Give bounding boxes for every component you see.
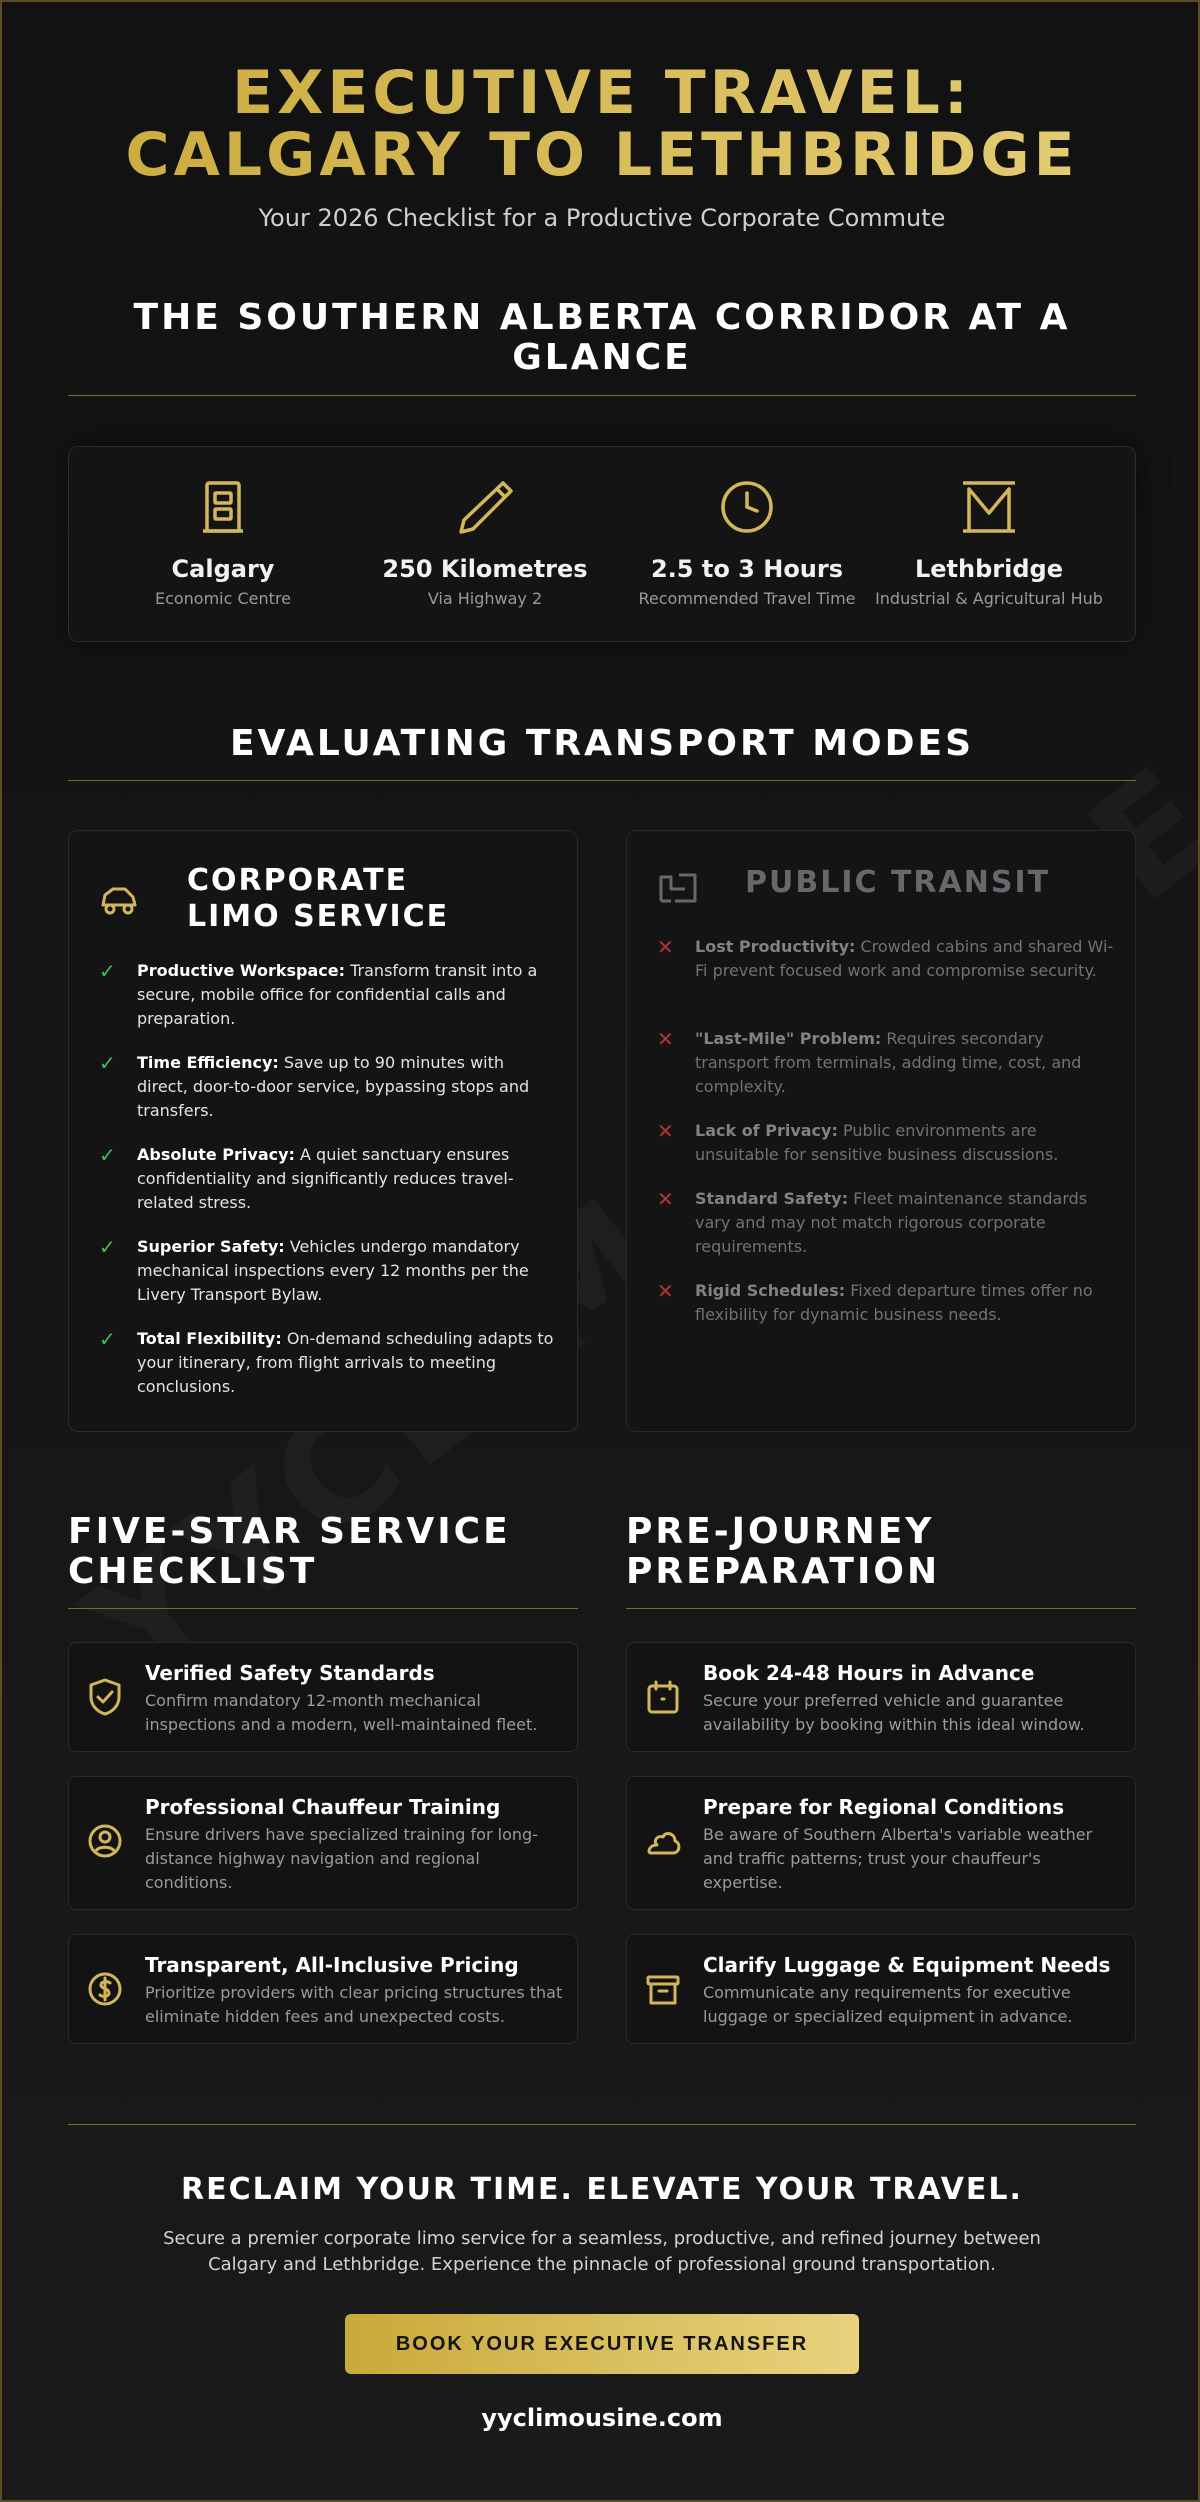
item-text: Fixed departure times offer no flexibility for dynamic business needs. <box>695 1281 1093 1324</box>
glance-title: THE SOUTHERN ALBERTA CORRIDOR AT A GLANCE <box>133 297 1071 378</box>
cross-icon: ✕ <box>657 1187 674 1211</box>
stat-label: Calgary <box>171 555 275 583</box>
item-text: A quiet sanctuary ensures confidentiality and significantly reduces travel-related stress. <box>137 1145 514 1212</box>
stat-label: Lethbridge <box>914 555 1063 583</box>
stat-desc: Economic Centre <box>154 589 292 608</box>
hero <box>2 58 1200 232</box>
archive-icon <box>645 1973 681 2007</box>
divider <box>626 1608 1136 1609</box>
item-text: Transform transit into a secure, mobile office for confidential calls and preparation. <box>137 961 538 1028</box>
divider <box>68 1608 578 1609</box>
check-icon: ✓ <box>99 1051 116 1075</box>
item-title: Superior Safety: <box>137 1237 285 1256</box>
checklist-item-desc: Prioritize providers with clear pricing structures that eliminate hidden fees and unexpected costs. <box>145 1983 563 2026</box>
page-title <box>2 58 1200 190</box>
item-title: "Last-Mile" Problem: <box>695 1029 882 1048</box>
prep-item-title: Clarify Luggage & Equipment Needs <box>703 1953 1111 1977</box>
stat-desc: Industrial & Agricultural Hub <box>875 589 1103 608</box>
prep-item-title: Prepare for Regional Conditions <box>703 1795 1065 1819</box>
stat-time <box>617 479 877 608</box>
page-subtitle: Your 2026 Checklist for a Productive Corporate Commute <box>258 204 946 232</box>
item-title: Lost Productivity: <box>695 937 856 956</box>
dollar-icon <box>87 1971 123 2007</box>
item-text: Public environments are unsuitable for sensitive business discussions. <box>695 1121 1059 1164</box>
item-title: Time Efficiency: <box>137 1053 279 1072</box>
prep-item-desc: Secure your preferred vehicle and guarantee availability by booking within this ideal window. <box>703 1691 1085 1734</box>
stat-lethbridge <box>859 479 1119 608</box>
stat-desc: Recommended Travel Time <box>638 589 856 608</box>
book-transfer-button[interactable]: BOOK YOUR EXECUTIVE TRANSFER <box>345 2314 859 2374</box>
site-link[interactable]: yyclimousine.com <box>481 2404 723 2432</box>
checklist-title-line-2: CHECKLIST <box>68 1551 318 1592</box>
item-text: Crowded cabins and shared Wi-Fi prevent focused work and compromise security. <box>695 937 1114 980</box>
user-circle-icon <box>87 1823 123 1859</box>
check-icon: ✓ <box>99 1143 116 1167</box>
prep-title-line-2: PREPARATION <box>626 1551 941 1592</box>
transit-card-title: PUBLIC TRANSIT <box>745 865 1051 900</box>
item-title: Total Flexibility: <box>137 1329 282 1348</box>
stat-calgary <box>93 479 353 608</box>
checklist-title-line-1: FIVE-STAR SERVICE <box>68 1511 511 1552</box>
item-title: Productive Workspace: <box>137 961 346 980</box>
prep-item-desc: Communicate any requirements for executive luggage or specialized equipment in advance. <box>703 1983 1073 2026</box>
checklist-item-title: Transparent, All-Inclusive Pricing <box>145 1953 519 1977</box>
prep-title-line-1: PRE-JOURNEY <box>626 1511 935 1552</box>
glance-panel <box>68 446 1136 642</box>
checklist-item-title: Verified Safety Standards <box>145 1661 435 1685</box>
item-text: Vehicles undergo mandatory mechanical inspections every 12 months per the Livery Transport Bylaw. <box>137 1237 529 1304</box>
item-text: Requires secondary transport from terminals, adding time, cost, and complexity. <box>695 1029 1082 1096</box>
item-title: Lack of Privacy: <box>695 1121 838 1140</box>
cross-icon: ✕ <box>657 935 674 959</box>
checklist-title <box>68 1512 511 1592</box>
stat-label: 2.5 to 3 Hours <box>650 555 844 583</box>
prep-item-conditions <box>626 1776 1136 1910</box>
limo-card <box>68 830 578 1432</box>
checklist-item-desc: Ensure drivers have specialized training for long-distance highway navigation and regional conditions. <box>145 1825 538 1892</box>
checklist-item-chauffeur <box>68 1776 578 1910</box>
item-title: Standard Safety: <box>695 1189 849 1208</box>
transit-card <box>626 830 1136 1432</box>
factory-icon <box>959 479 1019 535</box>
cross-icon: ✕ <box>657 1119 674 1143</box>
divider <box>68 780 1136 781</box>
check-icon: ✓ <box>99 1327 116 1351</box>
prep-item-title: Book 24-48 Hours in Advance <box>703 1661 1035 1685</box>
cross-icon: ✕ <box>657 1279 674 1303</box>
cta-text: Secure a premier corporate limo service for a seamless, productive, and refined journey between Calgary and Lethbridge. Experience the pinnacle of professional ground transportation. <box>163 2228 1041 2275</box>
check-icon: ✓ <box>99 959 116 983</box>
item-text: Save up to 90 minutes with direct, door-to-door service, bypassing stops and transfers. <box>137 1053 530 1120</box>
car-icon <box>99 883 139 917</box>
modes-title: EVALUATING TRANSPORT MODES <box>229 723 975 764</box>
prep-item-booking <box>626 1642 1136 1752</box>
cross-icon: ✕ <box>657 1027 674 1051</box>
check-icon: ✓ <box>99 1235 116 1259</box>
checklist-item-desc: Confirm mandatory 12-month mechanical inspections and a modern, well-maintained fleet. <box>145 1691 538 1734</box>
item-title: Rigid Schedules: <box>695 1281 846 1300</box>
pencil-icon <box>455 479 515 535</box>
checklist-item-pricing <box>68 1934 578 2044</box>
clock-icon <box>719 479 775 535</box>
item-text: On-demand scheduling adapts to your itinerary, from flight arrivals to meeting conclusions. <box>137 1329 554 1396</box>
checklist-item-title: Professional Chauffeur Training <box>145 1795 501 1819</box>
cloud-icon <box>645 1825 683 1857</box>
transit-icon <box>657 871 701 905</box>
title-line-1: EXECUTIVE TRAVEL: <box>232 58 972 128</box>
checklist-item-safety <box>68 1642 578 1752</box>
calendar-icon <box>645 1679 681 1715</box>
prep-item-luggage <box>626 1934 1136 2044</box>
stat-label: 250 Kilometres <box>382 555 588 583</box>
cta-title: RECLAIM YOUR TIME. ELEVATE YOUR TRAVEL. <box>181 2172 1023 2207</box>
limo-card-title: CORPORATE LIMO SERVICE <box>187 863 450 934</box>
shield-check-icon <box>87 1677 123 1717</box>
item-title: Absolute Privacy: <box>137 1145 295 1164</box>
stat-desc: Via Highway 2 <box>427 589 543 608</box>
stat-distance <box>355 479 615 608</box>
prep-item-desc: Be aware of Southern Alberta's variable weather and traffic patterns; trust your chauffeur's expertise. <box>703 1825 1093 1892</box>
title-line-2: CALGARY TO LETHBRIDGE <box>125 120 1079 190</box>
item-text: Fleet maintenance standards vary and may not match rigorous corporate requirements. <box>695 1189 1088 1256</box>
divider <box>68 2124 1136 2125</box>
building-icon <box>199 479 247 535</box>
prep-title <box>626 1512 940 1592</box>
divider <box>68 395 1136 396</box>
